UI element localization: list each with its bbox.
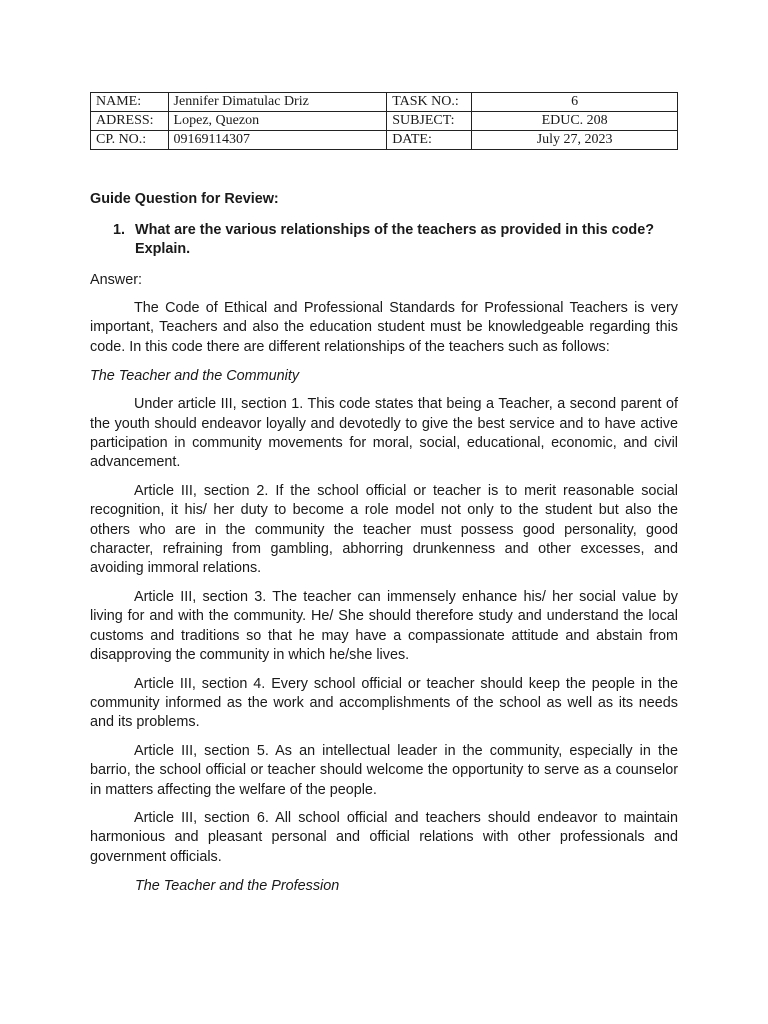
guide-title: Guide Question for Review:	[90, 191, 279, 207]
date-label: DATE:	[387, 131, 472, 150]
paragraph-article-3-section-1: Under article III, section 1. This code states that being a Teacher, a second parent of the youth should endeavor loyally and devotedly to give the best service and to have active participation in community movements for moral, social, educational, economic, and civil advancement.	[90, 396, 678, 471]
section-heading-profession: The Teacher and the Profession	[135, 878, 340, 895]
section-heading-community: The Teacher and the Community	[90, 368, 300, 385]
cp-no-value: 09169114307	[168, 131, 387, 150]
subject-label: SUBJECT:	[387, 112, 472, 131]
task-no-label: TASK NO.:	[387, 93, 472, 112]
paragraph-article-3-section-3: Article III, section 3. The teacher can immensely enhance his/ her social value by living for and with the community. He/ She should therefore study and understand the local customs and traditions so that he may have a compassionate attitude and abstain from disapproving the community in which he/she lives.	[90, 588, 678, 664]
question-item	[90, 221, 678, 259]
table-row	[91, 93, 678, 112]
paragraph-article-3-section-5: Article III, section 5. As an intellectual leader in the community, especially in the barrio, the school official or teacher should welcome the opportunity to serve as a counselor in matters affecting the welfare of the people.	[90, 742, 678, 798]
address-value: Lopez, Quezon	[168, 112, 387, 131]
task-no-value: 6	[472, 93, 678, 112]
paragraph-article-3-section-2: Article III, section 2. If the school official or teacher is to merit reasonable social recognition, it his/ her duty to become a role model not only to the student but also the others who are in the community the teacher must possess good personality, good character, refraining from gambling, abhorring drunkenness and other excesses, and avoiding immoral relations.	[90, 482, 678, 577]
question-text: What are the various relationships of the teachers as provided in this code? Explain.	[135, 222, 654, 257]
name-value: Jennifer Dimatulac Driz	[168, 93, 387, 112]
paragraph-article-3-section-6: Article III, section 6. All school official and teachers should endeavor to maintain harmonious and pleasant personal and official relations with other professionals and government officials.	[90, 809, 678, 865]
answer-label: Answer:	[90, 272, 142, 288]
question-number: 1.	[112, 222, 125, 238]
table-row	[91, 131, 678, 150]
table-row	[91, 112, 678, 131]
paragraph-article-3-section-4: Article III, section 4. Every school official or teacher should keep the people in the community informed as the work and accomplishments of the school as well as its needs and its problems.	[90, 675, 678, 731]
name-label: NAME:	[91, 93, 169, 112]
document-page	[90, 92, 678, 896]
cp-no-label: CP. NO.:	[91, 131, 169, 150]
info-table	[90, 92, 678, 150]
address-label: ADRESS:	[91, 112, 169, 131]
subject-value: EDUC. 208	[472, 112, 678, 131]
intro-paragraph: The Code of Ethical and Professional Standards for Professional Teachers is very important, Teachers and also the education student must be knowledgeable regarding this code. In this code there are different relationships of the teachers such as follows:	[90, 300, 678, 355]
date-value: July 27, 2023	[472, 131, 678, 150]
